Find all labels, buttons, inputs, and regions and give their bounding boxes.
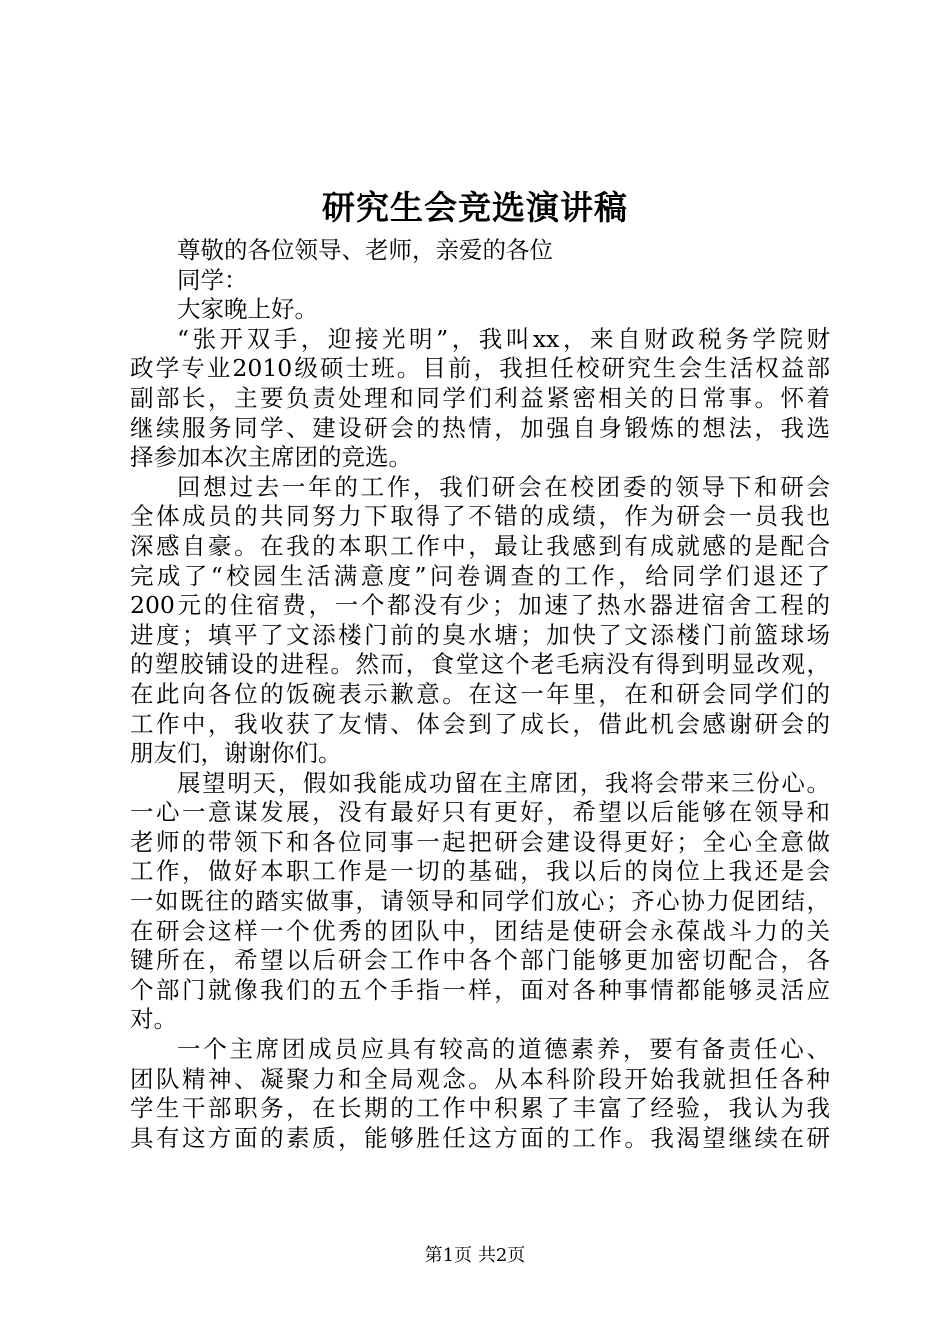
paragraph-line: 择参加本次主席团的竞选。	[130, 443, 412, 472]
paragraph-line: 学生干部职务，在长期的工作中积累了丰富了经验，我认为我	[130, 1094, 830, 1123]
paragraph-line: 工作中，我收获了友情、体会到了成长，借此机会感谢研会的	[130, 709, 830, 738]
document-body	[130, 236, 830, 1153]
paragraph-line: 工作，做好本职工作是一切的基础，我以后的岗位上我还是会	[130, 857, 830, 886]
paragraph-line: 深感自豪。在我的本职工作中，最让我感到有成就感的是配合	[130, 531, 830, 560]
page-footer: 第1页 共2页	[424, 1245, 526, 1266]
document-title: 研究生会竞选演讲稿	[322, 188, 628, 227]
paragraph-line: “张开双手，迎接光明”，我叫xx，来自财政税务学院财	[177, 324, 830, 353]
paragraph-line: 一心一意谋发展，没有最好只有更好，希望以后能够在领导和	[130, 798, 830, 827]
paragraph-line: 展望明天，假如我能成功留在主席团，我将会带来三份心。	[177, 768, 830, 797]
paragraph-line: 完成了“校园生活满意度”问卷调查的工作，给同学们退还了	[130, 561, 830, 590]
paragraph-line: 在此向各位的饭碗表示歉意。在这一年里，在和研会同学们的	[130, 679, 830, 708]
paragraph-line: 全体成员的共同努力下取得了不错的成绩，作为研会一员我也	[130, 502, 830, 531]
paragraph-line: 具有这方面的素质，能够胜任这方面的工作。我渴望继续在研	[130, 1123, 830, 1152]
salutation-line: 同学：	[177, 265, 248, 294]
paragraph-line: 个部门就像我们的五个手指一样，面对各种事情都能够灵活应	[130, 975, 830, 1004]
paragraph-line: 副部长，主要负责处理和同学们利益紧密相关的日常事。怀着	[130, 383, 830, 412]
paragraph-line: 政学专业2010级硕士班。目前，我担任校研究生会生活权益部	[130, 354, 830, 383]
paragraph-line: 键所在，希望以后研会工作中各个部门能够更加密切配合，各	[130, 946, 830, 975]
paragraph-line: 对。	[130, 1005, 177, 1034]
paragraph-line: 回想过去一年的工作，我们研会在校团委的领导下和研会	[177, 472, 830, 501]
paragraph-line: 朋友们，谢谢你们。	[130, 739, 342, 768]
salutation-line: 尊敬的各位领导、老师，亲爱的各位	[177, 236, 553, 264]
paragraph-line: 一个主席团成员应具有较高的道德素养，要有备责任心、	[177, 1035, 830, 1064]
paragraph-line: 的塑胶铺设的进程。然而，食堂这个老毛病没有得到明显改观，	[130, 650, 830, 679]
paragraph-line: 进度；填平了文添楼门前的臭水塘；加快了文添楼门前篮球场	[130, 620, 830, 649]
paragraph-line: 团队精神、凝聚力和全局观念。从本科阶段开始我就担任各种	[130, 1064, 830, 1093]
paragraph-line: 200元的住宿费，一个都没有少；加速了热水器进宿舍工程的	[130, 591, 830, 620]
paragraph-line: 一如既往的踏实做事，请领导和同学们放心；齐心协力促团结，	[130, 887, 830, 916]
greeting-line: 大家晚上好。	[177, 295, 318, 324]
paragraph-line: 老师的带领下和各位同事一起把研会建设得更好；全心全意做	[130, 827, 830, 856]
paragraph-line: 在研会这样一个优秀的团队中，团结是使研会永葆战斗力的关	[130, 916, 830, 945]
paragraph-line: 继续服务同学、建设研会的热情，加强自身锻炼的想法，我选	[130, 413, 830, 442]
